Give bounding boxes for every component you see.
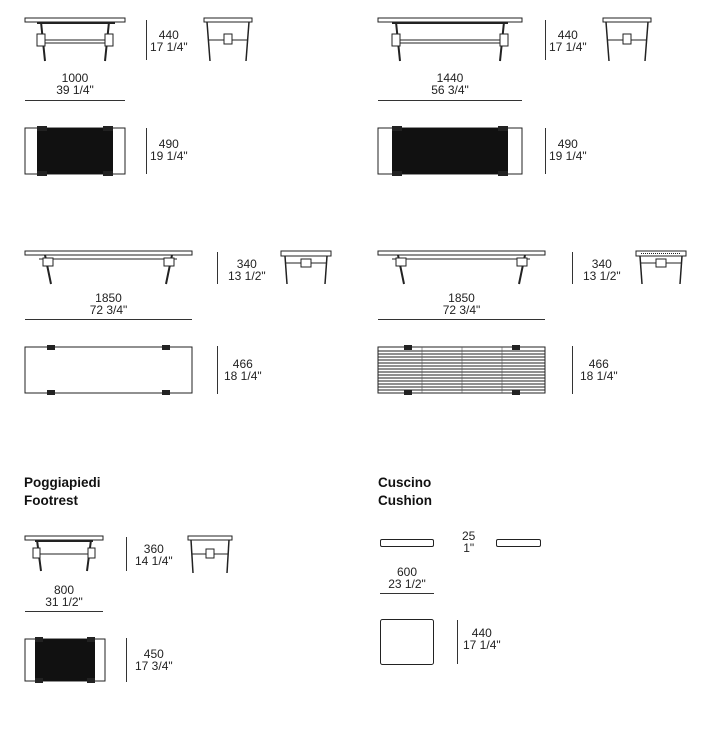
bench-1440-front-view — [378, 18, 522, 62]
bench-1000-width: 1000 39 1/4" — [56, 71, 94, 97]
bench-1850-a-top-view — [25, 345, 192, 395]
bench-1850-a-height: 340 13 1/2" — [228, 257, 266, 283]
bench-1000-height: 440 17 1/4" — [150, 28, 188, 54]
footrest-height: 360 14 1/4" — [135, 542, 173, 568]
bench-1850-a-side-view — [281, 251, 331, 285]
footrest-title: Poggiapiedi Footrest — [24, 475, 101, 508]
bench-1850-b-depth: 466 18 1/4" — [580, 357, 618, 383]
bench-1850-b-top-view — [378, 345, 545, 395]
cushion-thickness: 25 1" — [462, 529, 476, 555]
bench-1850-b-width: 1850 72 3/4" — [442, 291, 481, 317]
bench-1850-b-front-view — [378, 251, 545, 285]
cushion-title: Cuscino Cushion — [378, 475, 432, 508]
bench-1440-top-view — [378, 126, 522, 176]
bench-1000-front-view — [25, 18, 125, 62]
footrest-top-view — [25, 637, 105, 683]
bench-1000-top-view — [25, 126, 125, 176]
bench-1850-a-width: 1850 72 3/4" — [89, 291, 128, 317]
bench-1850-a-depth: 466 18 1/4" — [224, 357, 262, 383]
bench-1440-height: 440 17 1/4" — [549, 28, 587, 54]
bench-1850-b-side-view — [636, 251, 686, 285]
bench-1440-depth: 490 19 1/4" — [549, 137, 587, 163]
bench-1000-depth: 490 19 1/4" — [150, 137, 188, 163]
bench-1440-side-view — [603, 18, 651, 62]
cushion-depth: 440 17 1/4" — [463, 626, 501, 652]
bench-1850-a-front-view — [25, 251, 192, 285]
footrest-front-view — [25, 536, 103, 572]
bench-1850-b-height: 340 13 1/2" — [583, 257, 621, 283]
bench-1440-width: 1440 56 3/4" — [431, 71, 469, 97]
cushion-top-view — [380, 619, 434, 665]
footrest-side-view — [188, 536, 232, 574]
footrest-width: 800 31 1/2" — [45, 583, 83, 609]
bench-1000-side-view — [204, 18, 252, 62]
cushion-side-view — [496, 539, 541, 547]
footrest-depth: 450 17 3/4" — [135, 647, 173, 673]
cushion-width: 600 23 1/2" — [388, 565, 426, 591]
cushion-front-view — [380, 539, 434, 547]
